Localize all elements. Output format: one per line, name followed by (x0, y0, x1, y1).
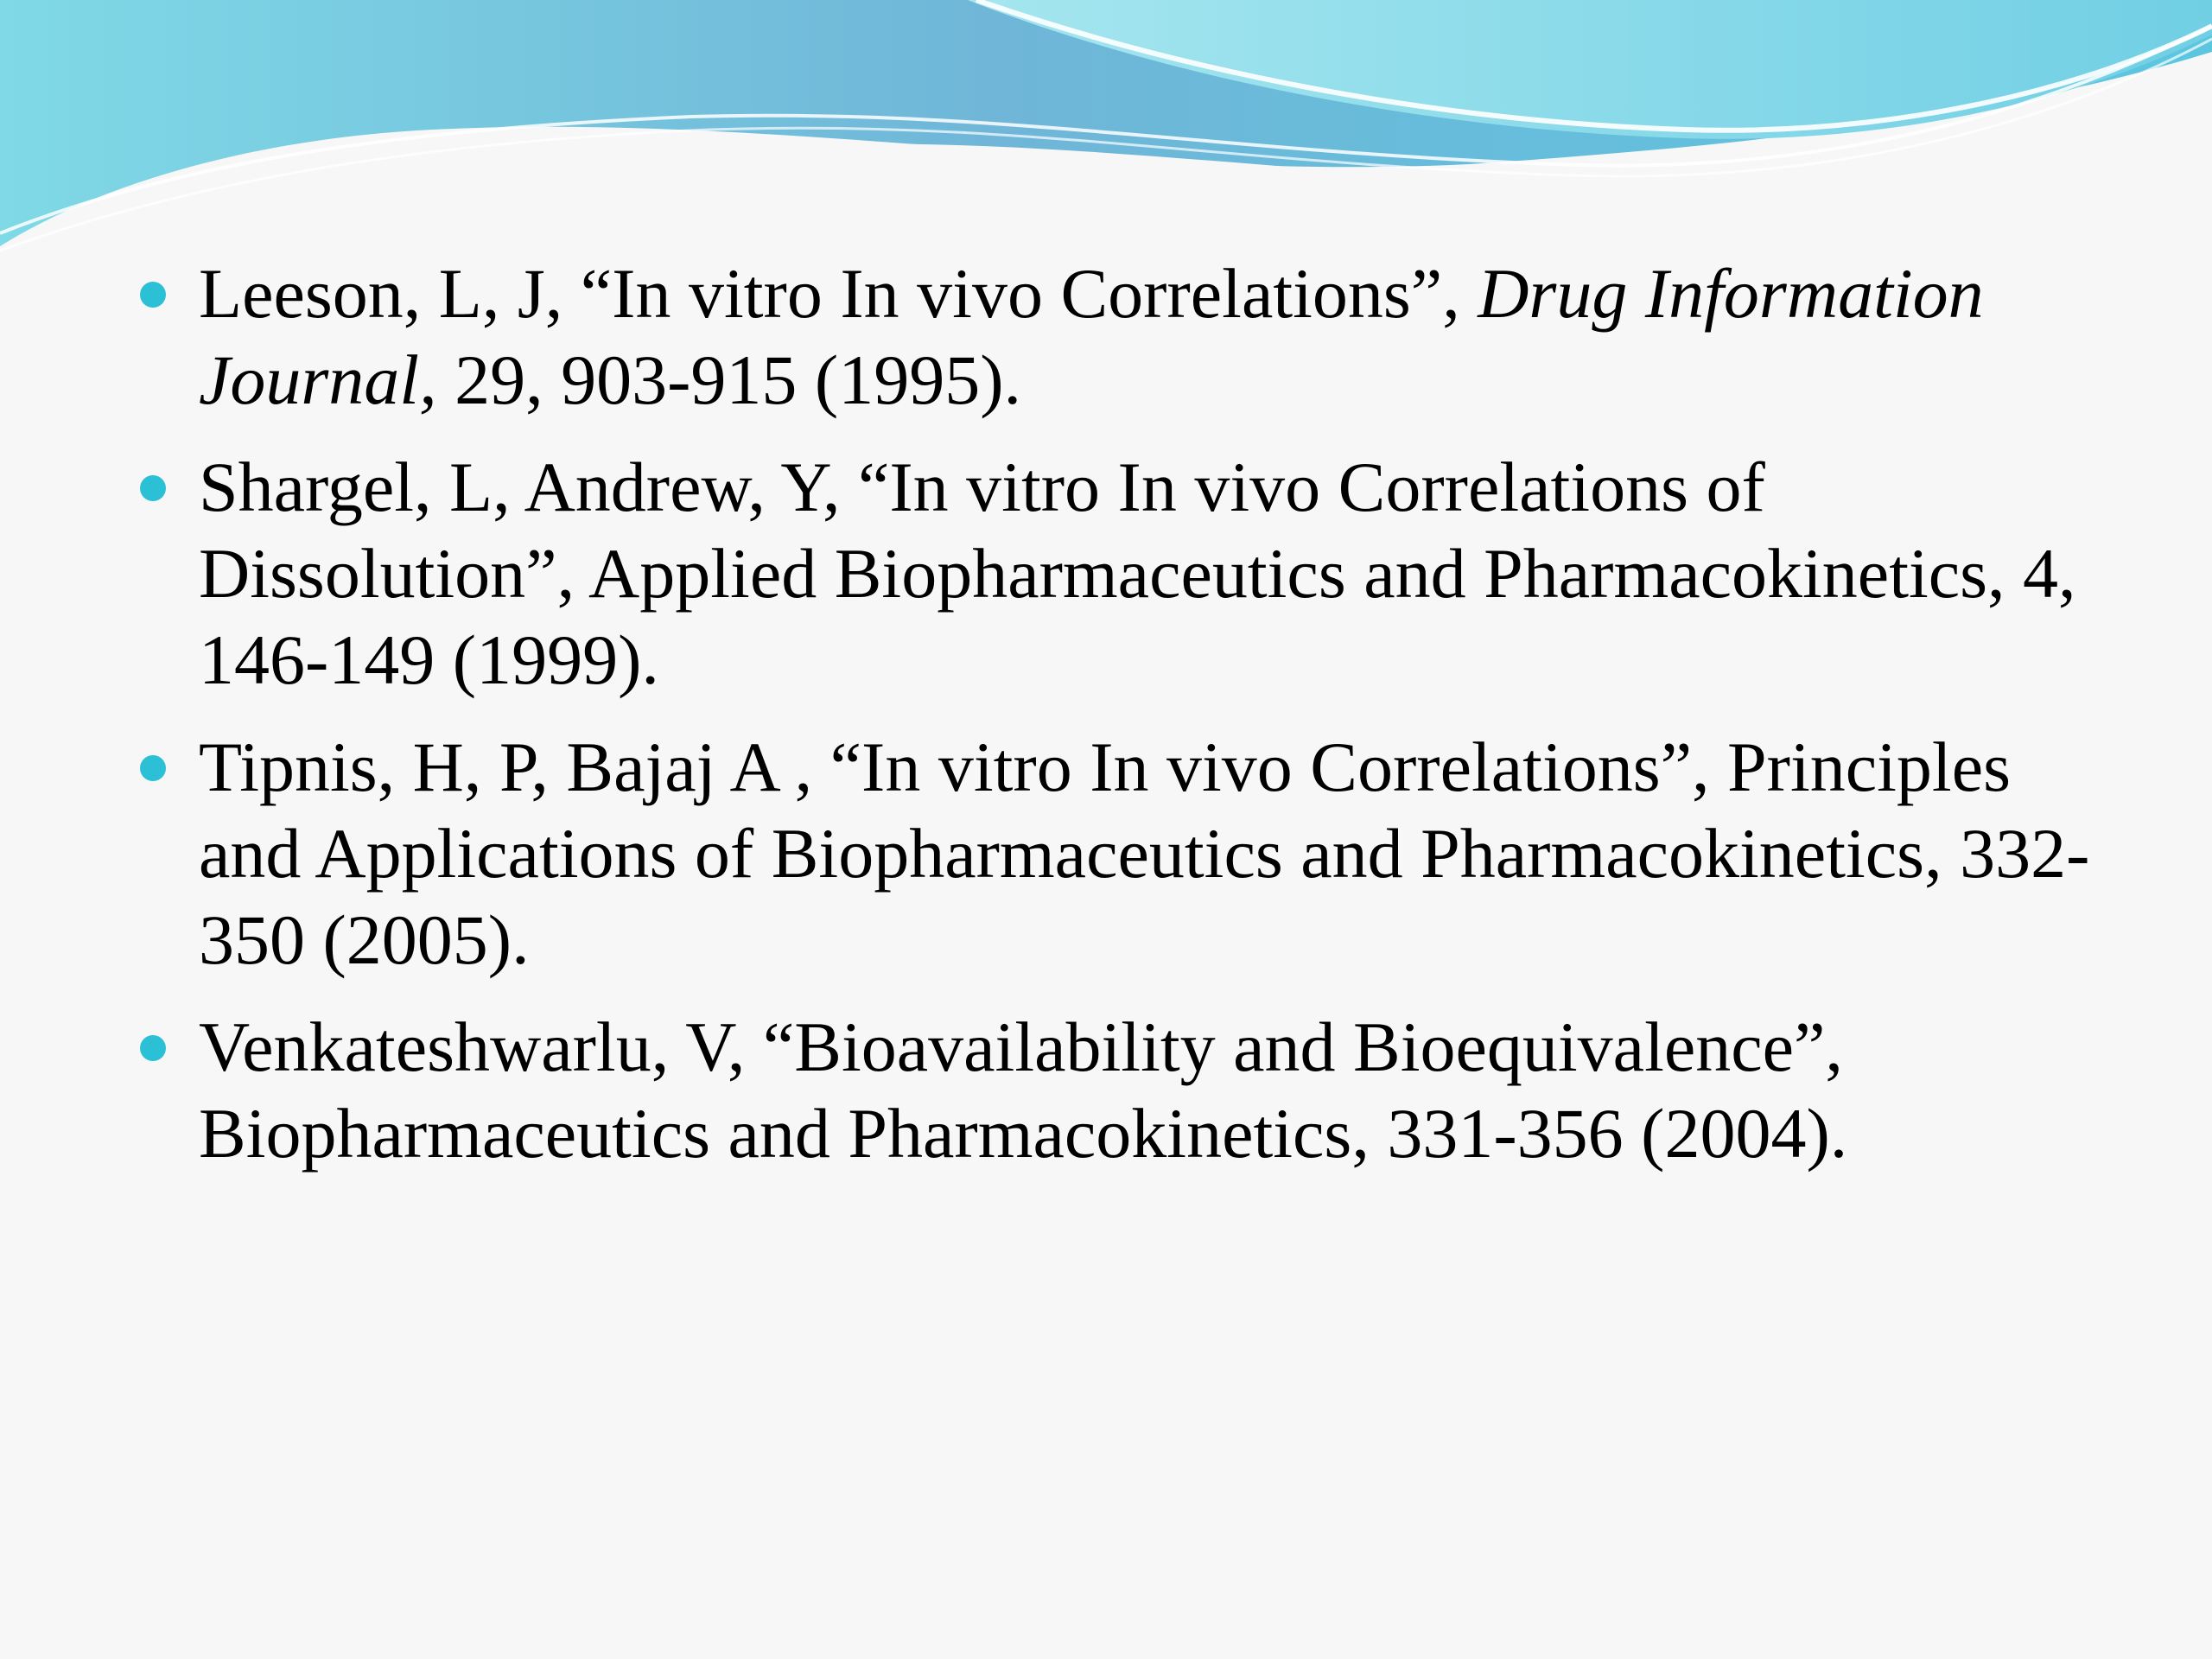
reference-item (0, 444, 2108, 703)
reference-item (0, 1004, 2108, 1177)
journal-name: Drug Information Journal, (199, 254, 1984, 419)
reference-item (0, 724, 2108, 983)
reference-text: Shargel, L, Andrew, Y, “In vitro In vivo Correlations of Dissolution”, Applied Biopharmaceutics and Pharmacokinetics, 4, 146-149 (1999). (199, 448, 2076, 699)
reference-citation: 29, 903-915 (1995). (436, 340, 1022, 419)
bullet-dot-icon (140, 1035, 166, 1061)
bullet-dot-icon (140, 475, 166, 501)
reference-list (0, 251, 2108, 1198)
reference-text: Leeson, L, J, “In vitro In vivo Correlations”, (199, 254, 1478, 333)
reference-text: Venkateshwarlu, V, “Bioavailability and Bioequivalence”, Biopharmaceutics and Pharmacokinetics, 331-356 (2004). (199, 1007, 1848, 1173)
reference-item (0, 251, 2108, 423)
reference-text: Tipnis, H, P, Bajaj A , “In vitro In vivo Correlations”, Principles and Applications of Biopharmaceutics and Pharmacokinetics, 332-350 (2005). (199, 728, 2090, 979)
bullet-dot-icon (140, 282, 166, 308)
wave-banner (0, 0, 2212, 259)
bullet-dot-icon (140, 755, 166, 781)
